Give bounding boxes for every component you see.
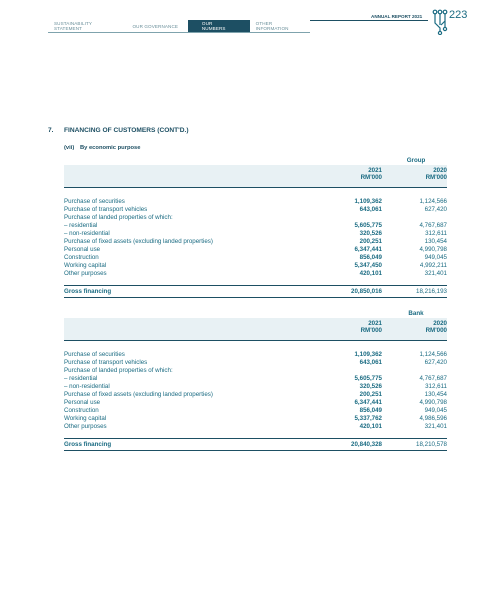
value-2020: 130,454: [424, 238, 447, 245]
row-label: Construction: [64, 254, 99, 261]
value-2021: 856,049: [359, 254, 382, 261]
value-2020: 1,124,566: [419, 351, 447, 358]
value-2021: 6,347,441: [354, 246, 382, 253]
row-label: Working capital: [64, 262, 107, 269]
value-2020: 627,420: [424, 206, 447, 213]
total-2020: 18,210,578: [416, 441, 447, 448]
value-2021: 5,605,775: [354, 375, 382, 382]
table-row: [64, 415, 447, 422]
value-2020: 4,990,798: [419, 399, 447, 406]
nav-tab-other-information[interactable]: OTHER INFORMATION: [255, 21, 289, 31]
table-row: [64, 206, 447, 213]
table-row: [64, 214, 447, 221]
value-2020: 312,611: [425, 383, 447, 390]
header-rule: [310, 20, 428, 21]
table-row: [64, 254, 447, 261]
row-label: – non-residential: [64, 383, 110, 390]
subsection-title: By economic purpose: [79, 145, 141, 151]
table-row: [64, 230, 447, 237]
value-2021: 420,101: [359, 270, 382, 277]
total-label: Gross financing: [64, 288, 112, 295]
nav-tab-our-numbers[interactable]: OUR NUMBERS: [188, 20, 250, 32]
value-2020: 1,124,566: [419, 198, 447, 205]
total-row: [64, 287, 447, 296]
value-2021: 1,109,362: [354, 198, 382, 205]
table-rule: [64, 450, 447, 451]
table-row: [64, 407, 447, 414]
table-rule: [64, 297, 447, 298]
value-2021: 856,049: [359, 407, 382, 414]
value-2021: 6,347,441: [354, 399, 382, 406]
table-row: [64, 367, 447, 374]
column-unit: RM'000: [425, 327, 447, 334]
row-label: Personal use: [64, 399, 101, 406]
column-header-2020: [397, 320, 447, 334]
value-2021: 200,251: [359, 238, 382, 245]
total-row: [64, 440, 447, 449]
nav-tab-sustainability[interactable]: SUSTAINABILITY STATEMENT: [54, 21, 92, 31]
row-label: Purchase of securities: [64, 351, 125, 358]
table-row: [64, 222, 447, 229]
row-label: Other purposes: [64, 423, 107, 430]
table-row: [64, 246, 447, 253]
row-label: Purchase of transport vehicles: [64, 206, 148, 213]
bank-table: [64, 310, 447, 455]
report-title: ANNUAL REPORT 2021: [371, 14, 423, 19]
subsection-number: (vii): [64, 145, 75, 151]
row-label: Working capital: [64, 415, 107, 422]
table-row: [64, 262, 447, 269]
row-label: Construction: [64, 407, 99, 414]
value-2021: 200,251: [359, 391, 382, 398]
section-title: FINANCING OF CUSTOMERS (CONT'D.): [64, 127, 189, 134]
page-number: 223: [449, 9, 468, 21]
nav-divider: [48, 32, 310, 33]
value-2021: 420,101: [359, 423, 382, 430]
value-2021: 320,526: [359, 230, 382, 237]
row-label: Purchase of transport vehicles: [64, 359, 148, 366]
table-rule: [64, 340, 447, 341]
table-entity-label: Bank: [408, 310, 424, 317]
row-label: – residential: [64, 222, 98, 229]
top-navigation: [48, 20, 310, 32]
row-label: Personal use: [64, 246, 101, 253]
value-2021: 5,605,775: [354, 222, 382, 229]
value-2020: 4,986,596: [419, 415, 447, 422]
circuit-logo-icon: [432, 9, 448, 40]
total-label: Gross financing: [64, 441, 112, 448]
value-2021: 1,109,362: [354, 351, 382, 358]
table-header-band: [64, 318, 447, 340]
row-label: Purchase of landed properties of which:: [64, 214, 173, 221]
value-2020: 321,401: [424, 270, 447, 277]
column-year: 2021: [368, 320, 382, 327]
value-2020: 4,767,687: [419, 375, 447, 382]
table-rule: [64, 438, 447, 439]
value-2021: 643,061: [359, 359, 382, 366]
table-row: [64, 359, 447, 366]
table-row: [64, 399, 447, 406]
row-label: Purchase of fixed assets (excluding landed properties): [64, 238, 213, 245]
table-rule: [64, 285, 447, 286]
table-row: [64, 351, 447, 358]
table-header-band: [64, 165, 447, 187]
total-2020: 18,216,193: [416, 288, 447, 295]
column-year: 2020: [433, 320, 447, 327]
table-row: [64, 238, 447, 245]
column-header-2021: [332, 167, 382, 181]
value-2021: 5,337,762: [354, 415, 382, 422]
total-2021: 20,840,328: [351, 441, 382, 448]
nav-tab-governance[interactable]: OUR GOVERNANCE: [132, 23, 179, 29]
column-year: 2020: [433, 167, 447, 174]
table-rule: [64, 187, 447, 188]
group-table: [64, 157, 447, 302]
table-row: [64, 375, 447, 382]
value-2020: 949,045: [424, 254, 447, 261]
subsection-heading: [64, 145, 141, 151]
value-2020: 4,767,687: [419, 222, 447, 229]
value-2020: 627,420: [424, 359, 447, 366]
row-label: – non-residential: [64, 230, 110, 237]
value-2020: 4,990,798: [419, 246, 447, 253]
column-header-2021: [332, 320, 382, 334]
total-2021: 20,850,016: [351, 288, 382, 295]
column-year: 2021: [368, 167, 382, 174]
value-2020: 4,992,211: [419, 262, 447, 269]
value-2020: 321,401: [424, 423, 447, 430]
row-label: Purchase of landed properties of which:: [64, 367, 173, 374]
value-2021: 320,526: [359, 383, 382, 390]
value-2020: 312,611: [425, 230, 447, 237]
column-unit: RM'000: [425, 174, 447, 181]
column-unit: RM'000: [360, 327, 382, 334]
value-2021: 5,347,450: [354, 262, 382, 269]
table-row: [64, 383, 447, 390]
table-row: [64, 423, 447, 430]
column-header-2020: [397, 167, 447, 181]
value-2020: 949,045: [424, 407, 447, 414]
row-label: Purchase of fixed assets (excluding landed properties): [64, 391, 213, 398]
row-label: – residential: [64, 375, 98, 382]
table-row: [64, 270, 447, 277]
value-2021: 643,061: [359, 206, 382, 213]
row-label: Purchase of securities: [64, 198, 125, 205]
value-2020: 130,454: [424, 391, 447, 398]
row-label: Other purposes: [64, 270, 107, 277]
column-unit: RM'000: [360, 174, 382, 181]
table-entity-label: Group: [406, 157, 426, 164]
table-row: [64, 391, 447, 398]
table-row: [64, 198, 447, 205]
section-number: 7.: [48, 127, 54, 134]
